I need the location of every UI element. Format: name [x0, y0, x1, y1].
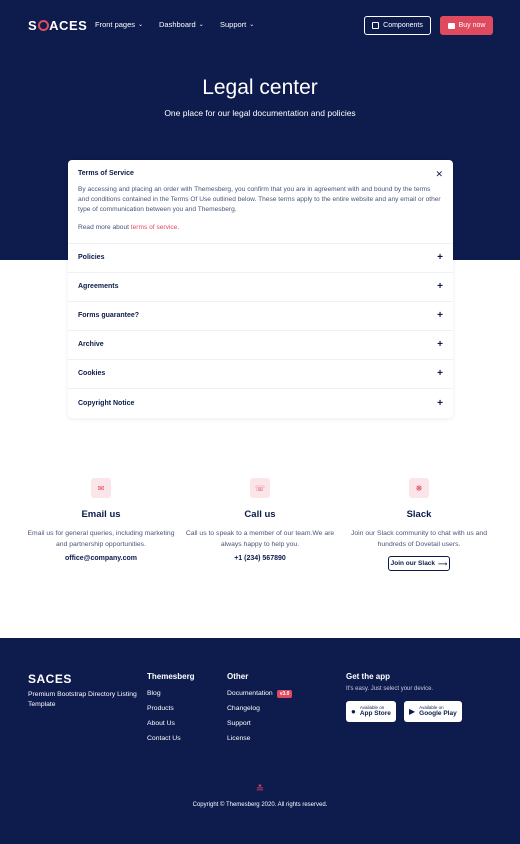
close-icon[interactable]: ✕: [435, 169, 443, 179]
plus-icon: +: [437, 397, 443, 409]
accordion-label: Archive: [78, 341, 104, 349]
get-app-subtitle: It's easy. Just select your device.: [346, 686, 434, 692]
footer-link-documentation[interactable]: [227, 689, 292, 698]
accordion-label: Forms guarantee?: [78, 312, 140, 320]
footer-link-products[interactable]: Products: [147, 705, 174, 712]
contact-desc: Join our Slack community to chat with us and hundreds of Dovetail users.: [350, 530, 487, 548]
footer: [0, 638, 520, 844]
footer-logo[interactable]: [28, 672, 72, 686]
nav-support[interactable]: [220, 20, 254, 29]
envelope-icon: ✉: [91, 478, 111, 498]
buy-now-button[interactable]: [440, 16, 493, 35]
accordion-item-archive[interactable]: [68, 331, 453, 360]
footer-link-license[interactable]: License: [227, 735, 251, 742]
chevron-down-icon: ⌄: [198, 22, 204, 28]
buy-now-label: Buy now: [458, 22, 486, 29]
footer-col-other: [227, 672, 292, 749]
logo-letter: S: [28, 672, 37, 686]
nav-dashboard[interactable]: [159, 20, 204, 29]
read-more-suffix: .: [177, 223, 180, 231]
components-label: Components: [383, 22, 423, 29]
join-slack-button[interactable]: [388, 556, 450, 571]
accordion-label: Cookies: [78, 370, 106, 378]
email-link[interactable]: office@company.com: [64, 555, 138, 562]
accordion-label: Copyright Notice: [78, 399, 135, 407]
shopping-bag-icon: [448, 23, 455, 29]
nav-label: Dashboard: [159, 20, 196, 29]
google-play-icon: ▶: [409, 707, 416, 716]
legal-accordion: [68, 160, 453, 418]
chevron-down-icon: ⌄: [138, 22, 144, 28]
components-button[interactable]: [364, 16, 431, 35]
logo-letter: S: [28, 18, 38, 33]
nav-front-pages[interactable]: [95, 20, 143, 29]
google-play-big: Google Play: [419, 710, 457, 717]
google-play-small: Available on: [419, 705, 444, 710]
accordion-item-agreements[interactable]: [68, 273, 453, 302]
plus-icon: +: [437, 339, 443, 351]
page-subtitle: One place for our legal documentation and policies: [164, 108, 356, 118]
app-store-small: Available on: [359, 705, 385, 710]
logo-text: ACES: [36, 672, 72, 686]
phone-link[interactable]: +1 (234) 567890: [234, 555, 286, 562]
contact-email: [21, 478, 181, 562]
google-play-text: [419, 705, 457, 718]
copyright-text: Copyright © Themesberg 2020. All rights reserved.: [192, 802, 328, 808]
accordion-item-terms: [68, 160, 453, 244]
nav-label: Front pages: [95, 20, 136, 29]
app-store-button[interactable]: [346, 701, 396, 722]
footer-col-title: Themesberg: [147, 672, 195, 681]
apple-icon: ●: [351, 707, 356, 716]
contact-title: Email us: [81, 509, 121, 520]
footer-link-about[interactable]: About Us: [147, 720, 175, 727]
accordion-label: Policies: [78, 254, 105, 262]
footer-link-changelog[interactable]: Changelog: [227, 705, 260, 712]
logo-pin-icon: [38, 20, 49, 31]
brand-logo[interactable]: [28, 18, 87, 33]
footer-link-support[interactable]: Support: [227, 720, 251, 727]
accordion-item-forms[interactable]: [68, 302, 453, 331]
phone-icon: ☏: [250, 478, 270, 498]
plus-icon: +: [437, 310, 443, 322]
accordion-item-cookies[interactable]: [68, 360, 453, 389]
version-badge: v3.0: [277, 690, 293, 698]
terms-link[interactable]: terms of service: [130, 223, 178, 231]
app-store-big: App Store: [359, 710, 391, 717]
slack-icon: ❋: [409, 478, 429, 498]
contact-title: Call us: [244, 509, 276, 520]
plus-icon: +: [437, 281, 443, 293]
nav-label: Support: [220, 20, 247, 29]
footer-link-label: Documentation: [227, 690, 273, 697]
join-slack-label: Join our Slack: [390, 560, 436, 567]
book-icon: [372, 22, 379, 29]
chevron-down-icon: ⌄: [249, 22, 255, 28]
contact-call: [180, 478, 340, 562]
footer-link-contact[interactable]: Contact Us: [147, 735, 181, 742]
accordion-label: Agreements: [78, 283, 119, 291]
read-more-prefix: Read more about: [78, 223, 131, 231]
accordion-title[interactable]: Terms of Service: [78, 170, 134, 177]
brand-mark-icon: ≛: [255, 784, 265, 795]
get-app-title: Get the app: [346, 672, 391, 681]
footer-tagline: Premium Bootstrap Directory Listing Template: [28, 691, 137, 708]
page-title: Legal center: [202, 76, 318, 99]
arrow-right-icon: ⟶: [438, 560, 448, 568]
contact-title: Slack: [406, 509, 432, 520]
footer-link-blog[interactable]: Blog: [147, 690, 161, 697]
accordion-body: By accessing and placing an order with Themesberg, you confirm that you are in agreement with and bound by the terms and conditions contained in the Terms Of Use outlined below. These terms apply to the entire website and any email or other type of communication between you and Themesberg.: [78, 186, 441, 214]
app-store-text: [360, 705, 391, 718]
contact-slack: [339, 478, 499, 571]
contact-desc: Email us for general queries, including marketing and partnership opportunities.: [27, 530, 175, 548]
footer-col-title: Other: [227, 672, 249, 681]
logo-text: ACES: [49, 18, 88, 33]
contact-desc: Call us to speak to a member of our team.We are always happy to help you.: [185, 530, 335, 548]
plus-icon: +: [437, 252, 443, 264]
accordion-item-policies[interactable]: [68, 244, 453, 273]
plus-icon: +: [437, 368, 443, 380]
google-play-button[interactable]: [404, 701, 462, 722]
accordion-item-copyright[interactable]: [68, 389, 453, 418]
footer-col-themesberg: [147, 672, 195, 749]
read-more-text: [78, 224, 443, 231]
